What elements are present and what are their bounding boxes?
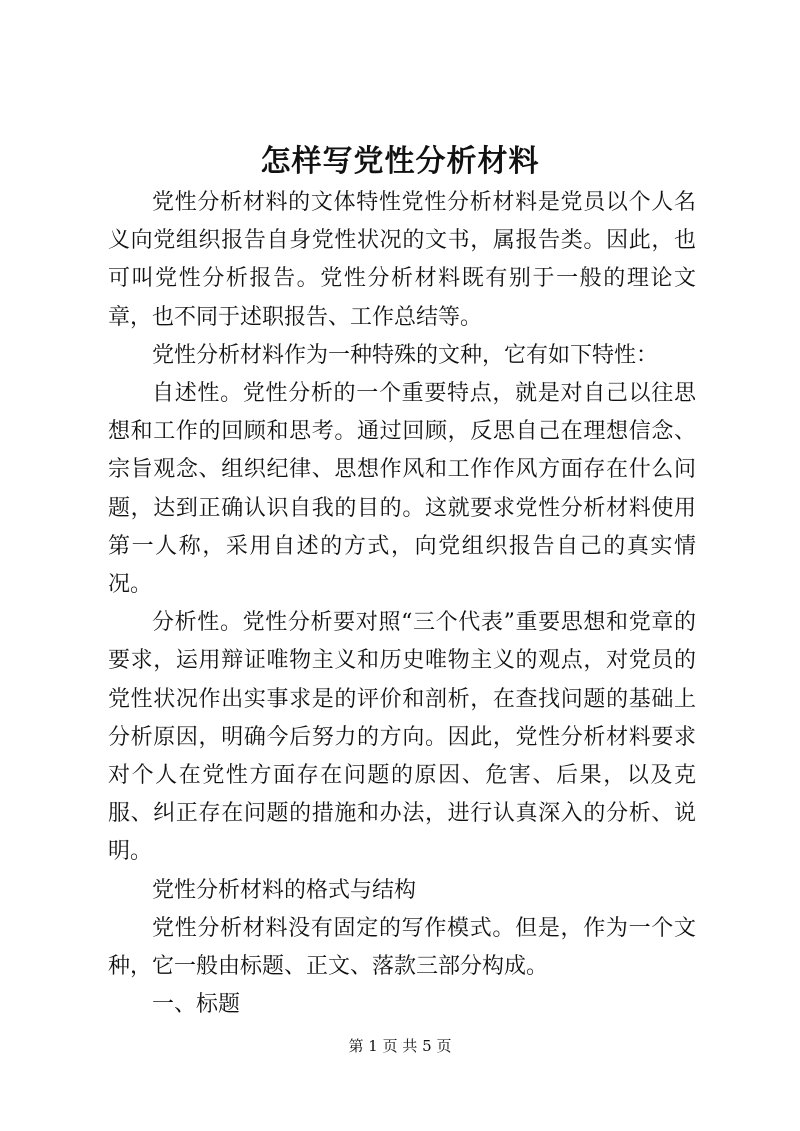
paragraph-1: 党性分析材料的文体特性党性分析材料是党员以个人名义向党组织报告自身党性状况的文书，属报告类。因此，也可叫党性分析报告。党性分析材料既有别于一般的理论文章，也不同于述职报告、工作总结等。 [108,190,696,330]
paragraph-5: 党性分析材料没有固定的写作模式。但是，作为一个文种，它一般由标题、正文、落款三部分构成。 [108,915,696,980]
paragraph-4: 分析性。党性分析要对照“三个代表”重要思想和党章的要求，运用辩证唯物主义和历史唯物主义的观点，对党员的党性状况作出实事求是的评价和剖析，在查找问题的基础上分析原因，明确今后努力的方向。因此，党性分析材料要求对个人在党性方面存在问题的原因、危害、后果，以及克服、纠正存在问题的措施和办法，进行认真深入的分析、说明。 [108,610,696,865]
page-footer: 第 1 页 共 5 页 [348,1037,452,1055]
section-heading-format: 党性分析材料的格式与结构 [152,877,417,903]
paragraph-2: 党性分析材料作为一种特殊的文种，它有如下特性： [152,342,659,368]
paragraph-3: 自述性。党性分析的一个重要特点，就是对自己以往思想和工作的回顾和思考。通过回顾，反思自己在理想信念、宗旨观念、组织纪律、思想作风和工作作风方面存在什么问题，达到正确认识自我的目的。这就要求党性分析材料使用第一人称，采用自述的方式，向党组织报告自己的真实情况。 [108,381,696,598]
document-body [108,184,696,1024]
document-title: 怎样写党性分析材料 [260,144,540,179]
subheading-title: 一、标题 [152,992,241,1018]
